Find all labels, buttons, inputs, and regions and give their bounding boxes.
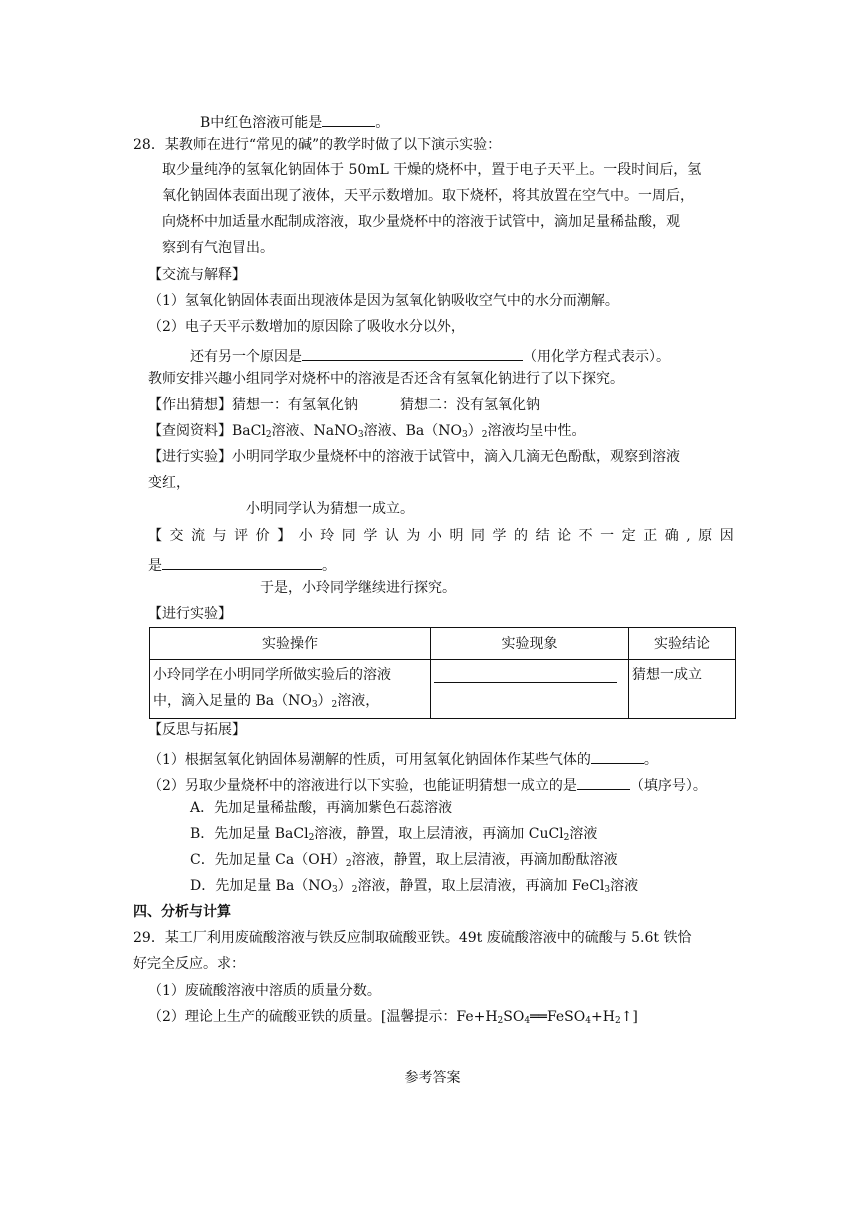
operation-cell: 小玲同学在小明同学所做实验后的溶液 中，滴入足量的 $Ba(NO_3)_2$溶液， <box>150 660 431 719</box>
q29-line-2: 好完全反应。求： <box>133 956 245 972</box>
table-row <box>150 660 736 719</box>
hypothesis-line: 【作出猜想】猜想一：有氢氧化钠 猜想二：没有氢氧化钠 <box>148 397 540 413</box>
reference-line: 【查阅资料】BaCl$_2$溶液、NaNO$_3$溶液、$Ba(NO_3)_2$溶液均呈中性。 <box>148 423 586 440</box>
q27-tail: B中红色溶液可能是 。 <box>200 112 389 130</box>
answer-key-title: 参考答案 <box>404 1070 461 1086</box>
equation-blank[interactable] <box>302 346 523 361</box>
experiment-line-1: 【进行实验】小明同学取少量烧杯中的溶液于试管中，滴入几滴无色酚酞，观察到溶液 <box>148 449 680 465</box>
experiment-line-2: 变红， <box>148 475 190 491</box>
exchange-heading: 【交流与解释】 <box>148 267 246 283</box>
exchange-item-2: （2）电子天平示数增加的原因除了吸收水分以外， <box>148 319 465 335</box>
reflect-heading: 【反思与拓展】 <box>148 722 246 738</box>
table-header-row <box>150 628 736 660</box>
evaluation-line-1: 【 交 流 与 评 价 】 小 玲 同 学 认 为 小 明 同 学 的 结 论 不 一 定 正 确 , 原 因 <box>148 528 734 544</box>
option-c: C．先加足量 $Ca(OH)_2$溶液，静置，取上层清液，再滴加酚酞溶液 <box>190 852 618 869</box>
q28-intro-line-4: 察到有气泡冒出。 <box>162 240 274 256</box>
experiment2-heading: 【进行实验】 <box>148 606 232 622</box>
reason-blank[interactable] <box>162 555 322 570</box>
header-conclusion: 实验结论 <box>629 628 736 660</box>
option-d: D．先加足量 $Ba(NO_3)_2$溶液，静置，取上层清液，再滴加 FeCl$_3$溶液 <box>190 878 639 895</box>
answer-blank[interactable] <box>322 112 375 127</box>
q28-intro-line-1: 取少量纯净的氢氧化钠固体于 50mL 干燥的烧杯中，置于电子天平上。一段时间后，氢 <box>162 162 702 178</box>
phenomenon-blank[interactable] <box>434 668 617 683</box>
xiaoming-conclusion: 小明同学认为猜想一成立。 <box>246 501 414 517</box>
q28-title: 28．某教师在进行“常见的碱”的教学时做了以下演示实验： <box>133 137 502 153</box>
option-a: A．先加足量稀盐酸，再滴加紫色石蕊溶液 <box>190 800 453 816</box>
header-operation: 实验操作 <box>150 628 431 660</box>
continue-line: 于是，小玲同学继续进行探究。 <box>260 580 456 596</box>
conclusion-cell: 猜想一成立 <box>629 660 736 719</box>
exchange-item-1: （1）氢氧化钠固体表面出现液体是因为氢氧化钠吸收空气中的水分而潮解。 <box>148 293 619 309</box>
q29-item-2: （2）理论上生产的硫酸亚铁的质量。[温馨提示：$Fe+H_2SO_4══FeSO_4+H_2↑$] <box>148 1009 638 1026</box>
section-heading: 四、分析与计算 <box>133 904 231 920</box>
reflect-item-1: （1）根据氢氧化钠固体易潮解的性质，可用氢氧化钠固体作某些气体的 。 <box>148 749 658 767</box>
experiment-table <box>149 627 736 719</box>
evaluation-line-2: 是 。 <box>148 555 336 573</box>
option-b: B．先加足量 BaCl$_2$溶液，静置，取上层清液，再滴加 CuCl$_2$溶液 <box>190 826 598 843</box>
q28-intro-line-2: 氧化钠固体表面出现了液体，天平示数增加。取下烧杯，将其放置在空气中。一周后， <box>162 188 694 204</box>
phenomenon-cell <box>431 660 629 719</box>
q29-line-1: 29．某工厂利用废硫酸溶液与铁反应制取硫酸亚铁。49t 废硫酸溶液中的硫酸与 5.6t 铁恰 <box>133 930 692 946</box>
header-phenomenon: 实验现象 <box>431 628 629 660</box>
gas-blank[interactable] <box>591 749 644 764</box>
q28-intro-line-3: 向烧杯中加适量水配制成溶液，取少量烧杯中的溶液于试管中，滴加足量稀盐酸，观 <box>162 214 680 230</box>
exchange-item-2b: 还有另一个原因是 （用化学方程式表示）。 <box>190 346 670 364</box>
q29-item-1: （1）废硫酸溶液中溶质的质量分数。 <box>148 983 381 999</box>
reflect-item-2: （2）另取少量烧杯中的溶液进行以下实验，也能证明猜想一成立的是 （填序号）。 <box>148 775 707 793</box>
option-blank[interactable] <box>577 775 630 790</box>
teacher-line: 教师安排兴趣小组同学对烧杯中的溶液是否还含有氢氧化钠进行了以下探究。 <box>148 371 624 387</box>
